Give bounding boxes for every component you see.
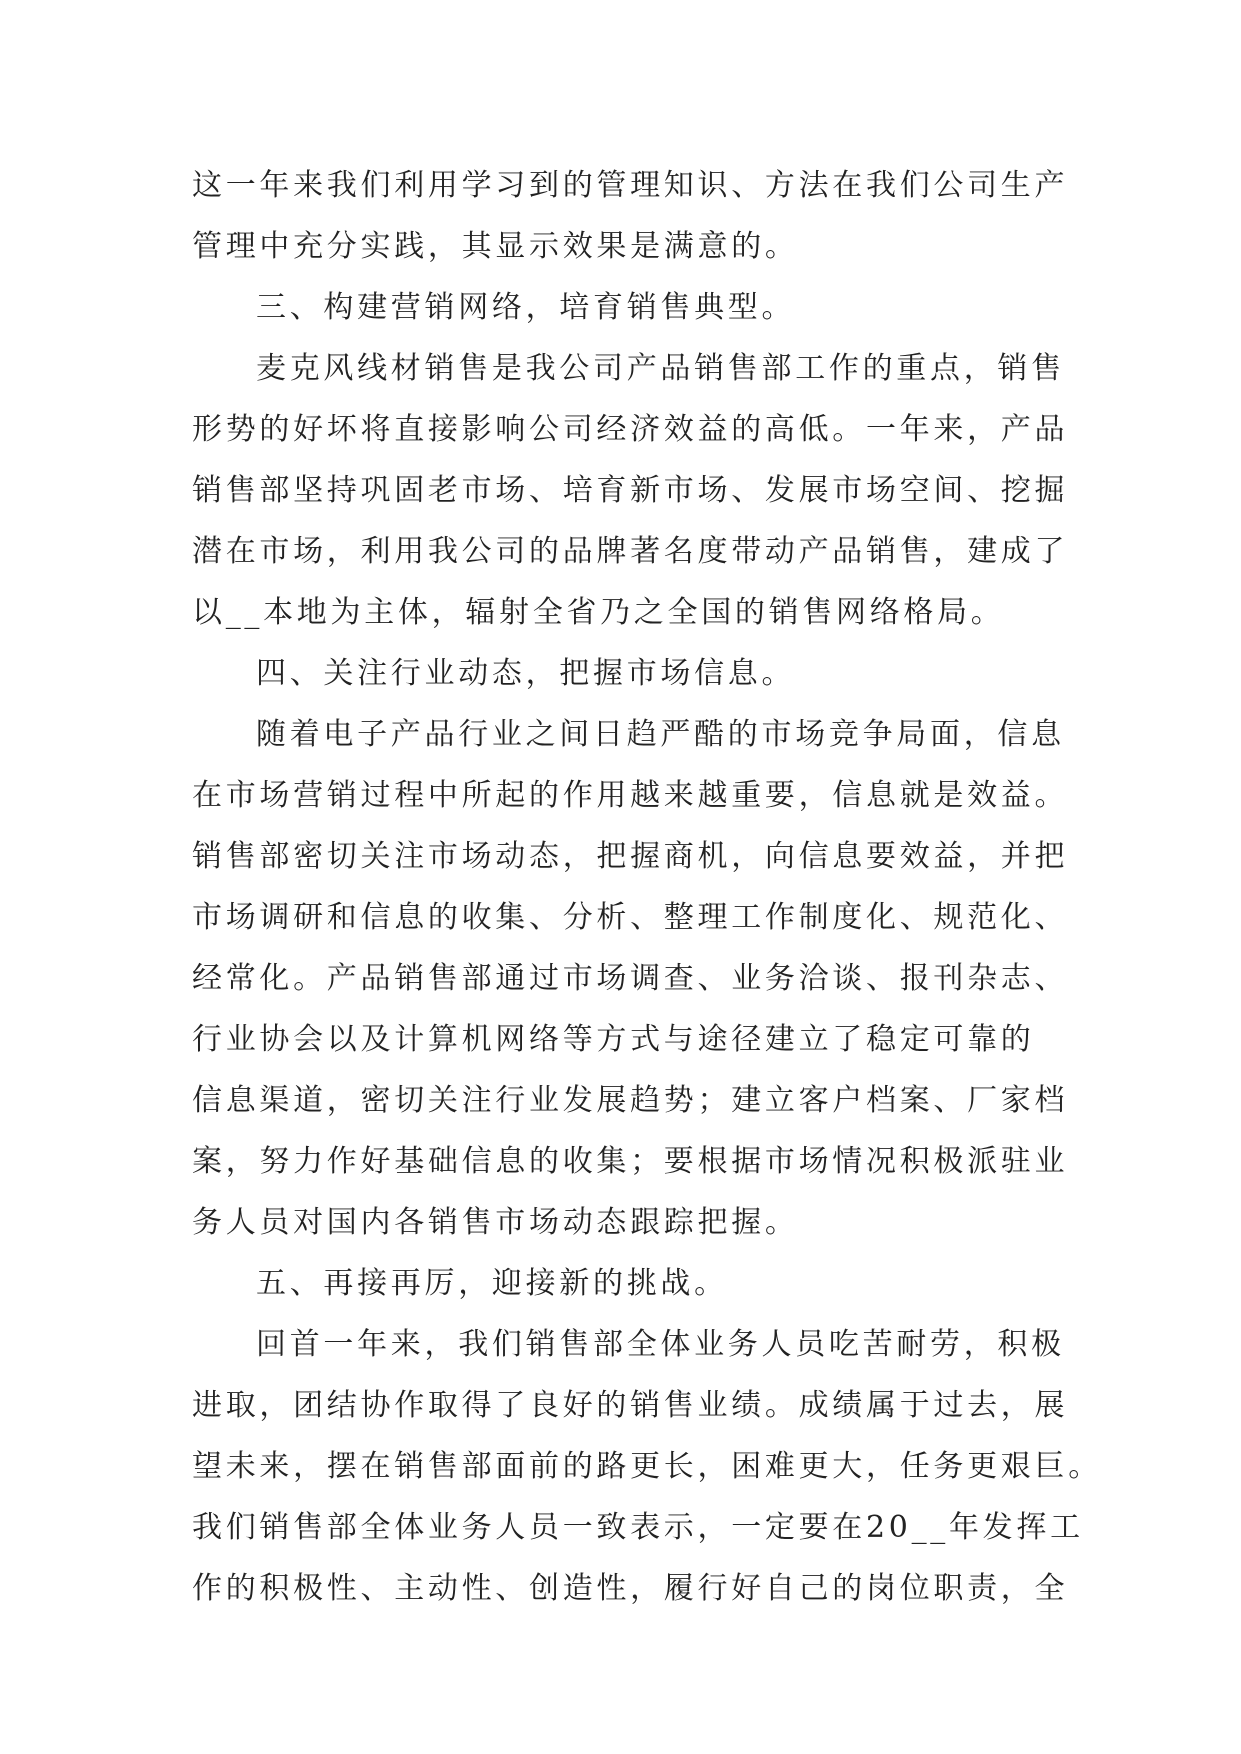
text-line: 四、关注行业动态，把握市场信息。 — [256, 656, 796, 691]
text-line: 回首一年来，我们销售部全体业务人员吃苦耐劳，积极 — [256, 1327, 1065, 1362]
text-line: 以__本地为主体，辐射全省乃之全国的销售网络格局。 — [192, 595, 1005, 630]
text-line: 我们销售部全体业务人员一致表示，一定要在20__年发挥工 — [192, 1510, 1084, 1545]
text-line: 行业协会以及计算机网络等方式与途径建立了稳定可靠的 — [192, 1022, 1035, 1057]
text-line: 务人员对国内各销售市场动态跟踪把握。 — [192, 1205, 799, 1240]
text-line: 经常化。产品销售部通过市场调查、业务洽谈、报刊杂志、 — [192, 961, 1069, 996]
text-line: 五、再接再厉，迎接新的挑战。 — [256, 1266, 728, 1301]
text-line: 市场调研和信息的收集、分析、整理工作制度化、规范化、 — [192, 900, 1069, 935]
document-body — [192, 155, 1102, 1619]
text-line: 这一年来我们利用学习到的管理知识、方法在我们公司生产 — [192, 168, 1069, 203]
text-line: 潜在市场，利用我公司的品牌著名度带动产品销售，建成了 — [192, 534, 1069, 569]
text-line: 信息渠道，密切关注行业发展趋势；建立客户档案、厂家档 — [192, 1083, 1069, 1118]
text-line: 进取，团结协作取得了良好的销售业绩。成绩属于过去，展 — [192, 1388, 1069, 1423]
text-line: 随着电子产品行业之间日趋严酷的市场竞争局面，信息 — [256, 717, 1065, 752]
text-line: 麦克风线材销售是我公司产品销售部工作的重点，销售 — [256, 351, 1065, 386]
text-line: 销售部密切关注市场动态，把握商机，向信息要效益，并把 — [192, 839, 1069, 874]
text-line: 三、构建营销网络，培育销售典型。 — [256, 290, 796, 325]
text-line: 形势的好坏将直接影响公司经济效益的高低。一年来，产品 — [192, 412, 1069, 447]
text-line: 案，努力作好基础信息的收集；要根据市场情况积极派驻业 — [192, 1144, 1069, 1179]
text-line: 销售部坚持巩固老市场、培育新市场、发展市场空间、挖掘 — [192, 473, 1069, 508]
text-line: 作的积极性、主动性、创造性，履行好自己的岗位职责，全 — [192, 1571, 1069, 1606]
text-line: 望未来，摆在销售部面前的路更长，困难更大，任务更艰巨。 — [192, 1449, 1102, 1484]
text-line: 在市场营销过程中所起的作用越来越重要，信息就是效益。 — [192, 778, 1069, 813]
text-line: 管理中充分实践，其显示效果是满意的。 — [192, 229, 799, 264]
